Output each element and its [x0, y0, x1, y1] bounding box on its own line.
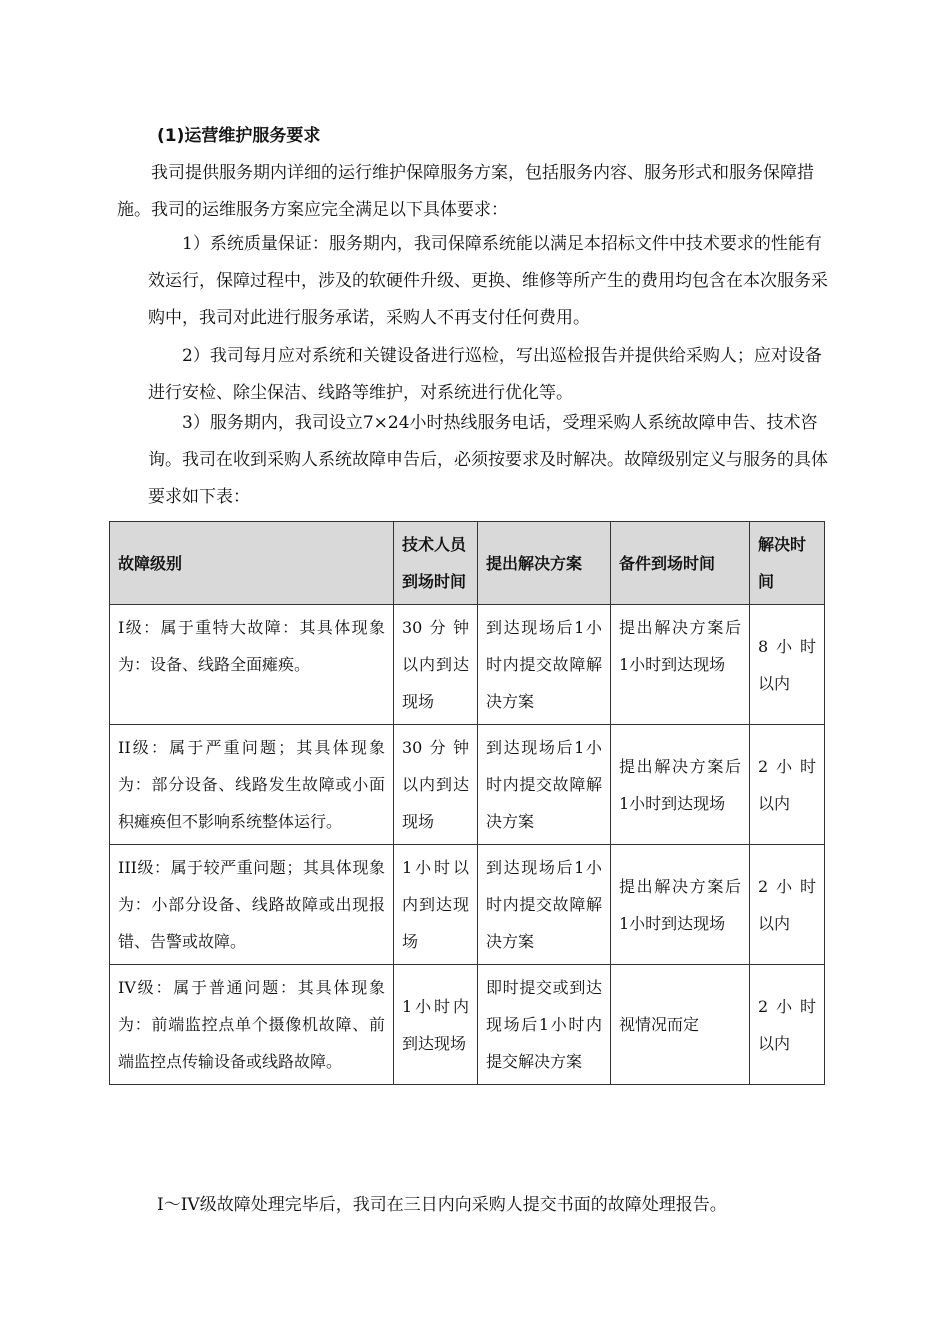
table-header-row: [110, 522, 825, 605]
intro-paragraph: [117, 155, 835, 229]
header-tech-arrival: 技术人员到场时间: [394, 522, 478, 605]
table-row: [110, 845, 825, 965]
header-parts-arrival: 备件到场时间: [611, 522, 750, 605]
solution-cell: 到达现场后1小时内提交故障解决方案: [478, 725, 611, 845]
header-solution: 提出解决方案: [478, 522, 611, 605]
tech-arrival-cell: 30分钟以内到达现场: [394, 605, 478, 725]
parts-arrival-cell: 提出解决方案后1小时到达现场: [611, 725, 750, 845]
solution-cell: 到达现场后1小时内提交故障解决方案: [478, 605, 611, 725]
solution-cell: 即时提交或到达现场后1小时内提交解决方案: [478, 965, 611, 1085]
table-row: [110, 725, 825, 845]
header-resolve-time: 解决时间: [750, 522, 825, 605]
parts-arrival-cell: 提出解决方案后1小时到达现场: [611, 845, 750, 965]
table-row: [110, 605, 825, 725]
solution-cell: 到达现场后1小时内提交故障解决方案: [478, 845, 611, 965]
resolve-time-cell: 2小时以内: [750, 965, 825, 1085]
footer-note: I～IV级故障处理完毕后，我司在三日内向采购人提交书面的故障处理报告。: [157, 1195, 727, 1215]
header-fault-level: 故障级别: [110, 522, 394, 605]
fault-level-table: [109, 521, 825, 1085]
section-heading: (1)运营维护服务要求: [157, 126, 321, 146]
intro-text: 我司提供服务期内详细的运行维护保障服务方案，包括服务内容、服务形式和服务保障措施。我司的运维服务方案应完全满足以下具体要求：: [117, 163, 814, 220]
resolve-time-cell: 8小时以内: [750, 605, 825, 725]
parts-arrival-cell: 视情况而定: [611, 965, 750, 1085]
parts-arrival-cell: 提出解决方案后1小时到达现场: [611, 605, 750, 725]
resolve-time-cell: 2小时以内: [750, 845, 825, 965]
table-row: [110, 965, 825, 1085]
requirement-text-3: 3）服务期内，我司设立7×24小时热线服务电话，受理采购人系统故障申告、技术咨询。我司在收到采购人系统故障申告后，必须按要求及时解决。故障级别定义与服务的具体要求如下表：: [148, 413, 828, 507]
requirement-text-1: 1）系统质量保证：服务期内，我司保障系统能以满足本招标文件中技术要求的性能有效运行，保障过程中，涉及的软硬件升级、更换、维修等所产生的费用均包含在本次服务采购中，我司对此进行服务承诺，采购人不再支付任何费用。: [148, 234, 828, 328]
fault-level-cell: IV级：属于普通问题：其具体现象为：前端监控点单个摄像机故障、前端监控点传输设备或线路故障。: [110, 965, 394, 1085]
fault-level-cell: III级：属于较严重问题；其具体现象为：小部分设备、线路故障或出现报错、告警或故障。: [110, 845, 394, 965]
fault-level-cell: I级：属于重特大故障：其具体现象为：设备、线路全面瘫痪。: [110, 605, 394, 725]
requirement-item-3: [148, 405, 833, 516]
requirement-item-1: [148, 226, 833, 337]
requirement-item-2: [148, 338, 833, 412]
tech-arrival-cell: 1小时内到达现场: [394, 965, 478, 1085]
requirement-text-2: 2）我司每月应对系统和关键设备进行巡检，写出巡检报告并提供给采购人；应对设备进行安检、除尘保洁、线路等维护，对系统进行优化等。: [148, 346, 822, 403]
tech-arrival-cell: 30分钟以内到达现场: [394, 725, 478, 845]
resolve-time-cell: 2小时以内: [750, 725, 825, 845]
fault-level-cell: II级：属于严重问题；其具体现象为：部分设备、线路发生故障或小面积瘫痪但不影响系统整体运行。: [110, 725, 394, 845]
tech-arrival-cell: 1小时以内到达现场: [394, 845, 478, 965]
